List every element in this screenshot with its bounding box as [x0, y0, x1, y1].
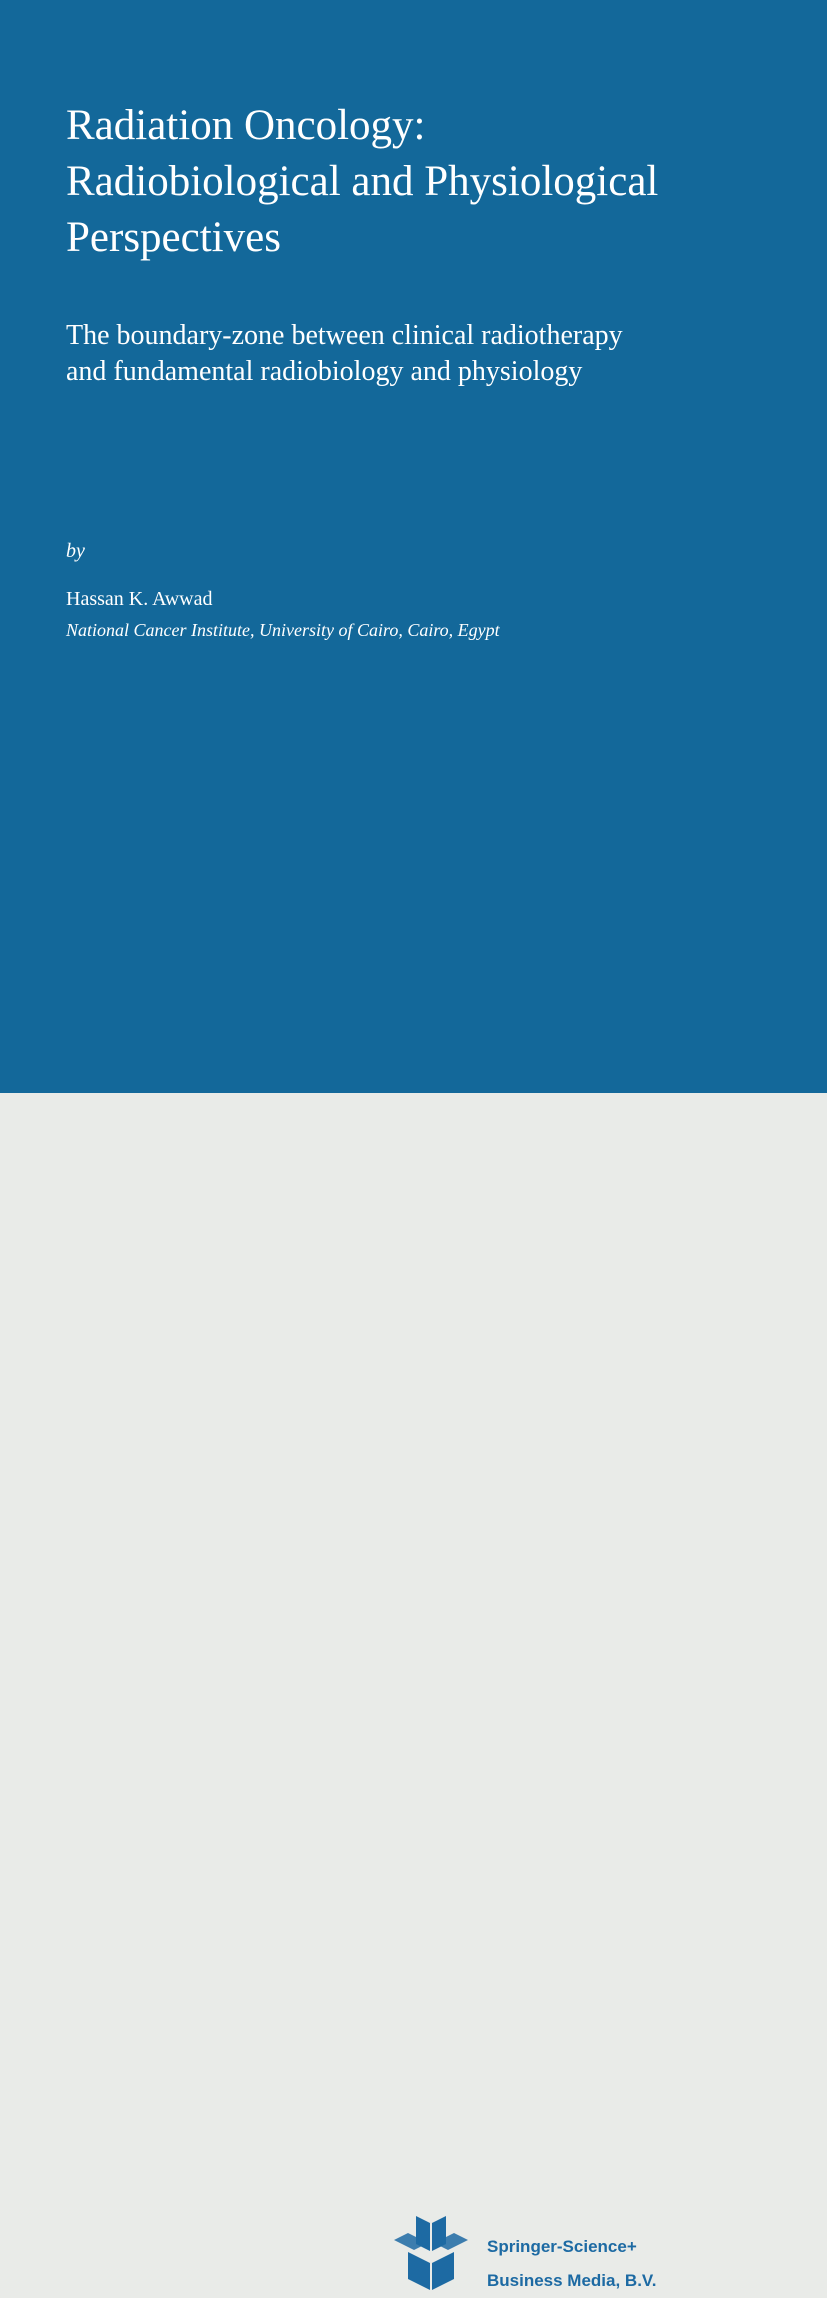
publisher-footer	[0, 1093, 827, 2290]
author-affiliation: National Cancer Institute, University of Cairo, Cairo, Egypt	[66, 620, 500, 640]
subtitle-line-2: and fundamental radiobiology and physiology	[66, 356, 583, 387]
title-line-3: Perspectives	[66, 214, 281, 261]
springer-logo-icon	[394, 2216, 468, 2290]
title-line-1: Radiation Oncology:	[66, 102, 426, 149]
subtitle-line-1: The boundary-zone between clinical radiotherapy	[66, 320, 623, 351]
title-line-2: Radiobiological and Physiological	[66, 158, 659, 205]
cover-top-panel	[0, 0, 827, 1093]
by-label: by	[66, 540, 85, 562]
publisher-name	[487, 2230, 656, 2298]
book-subtitle	[66, 318, 806, 390]
book-title	[66, 98, 816, 266]
publisher-line-2: Business Media, B.V.	[487, 2271, 657, 2290]
publisher-line-1: Springer-Science+	[487, 2237, 637, 2256]
author-name: Hassan K. Awwad	[66, 588, 213, 610]
